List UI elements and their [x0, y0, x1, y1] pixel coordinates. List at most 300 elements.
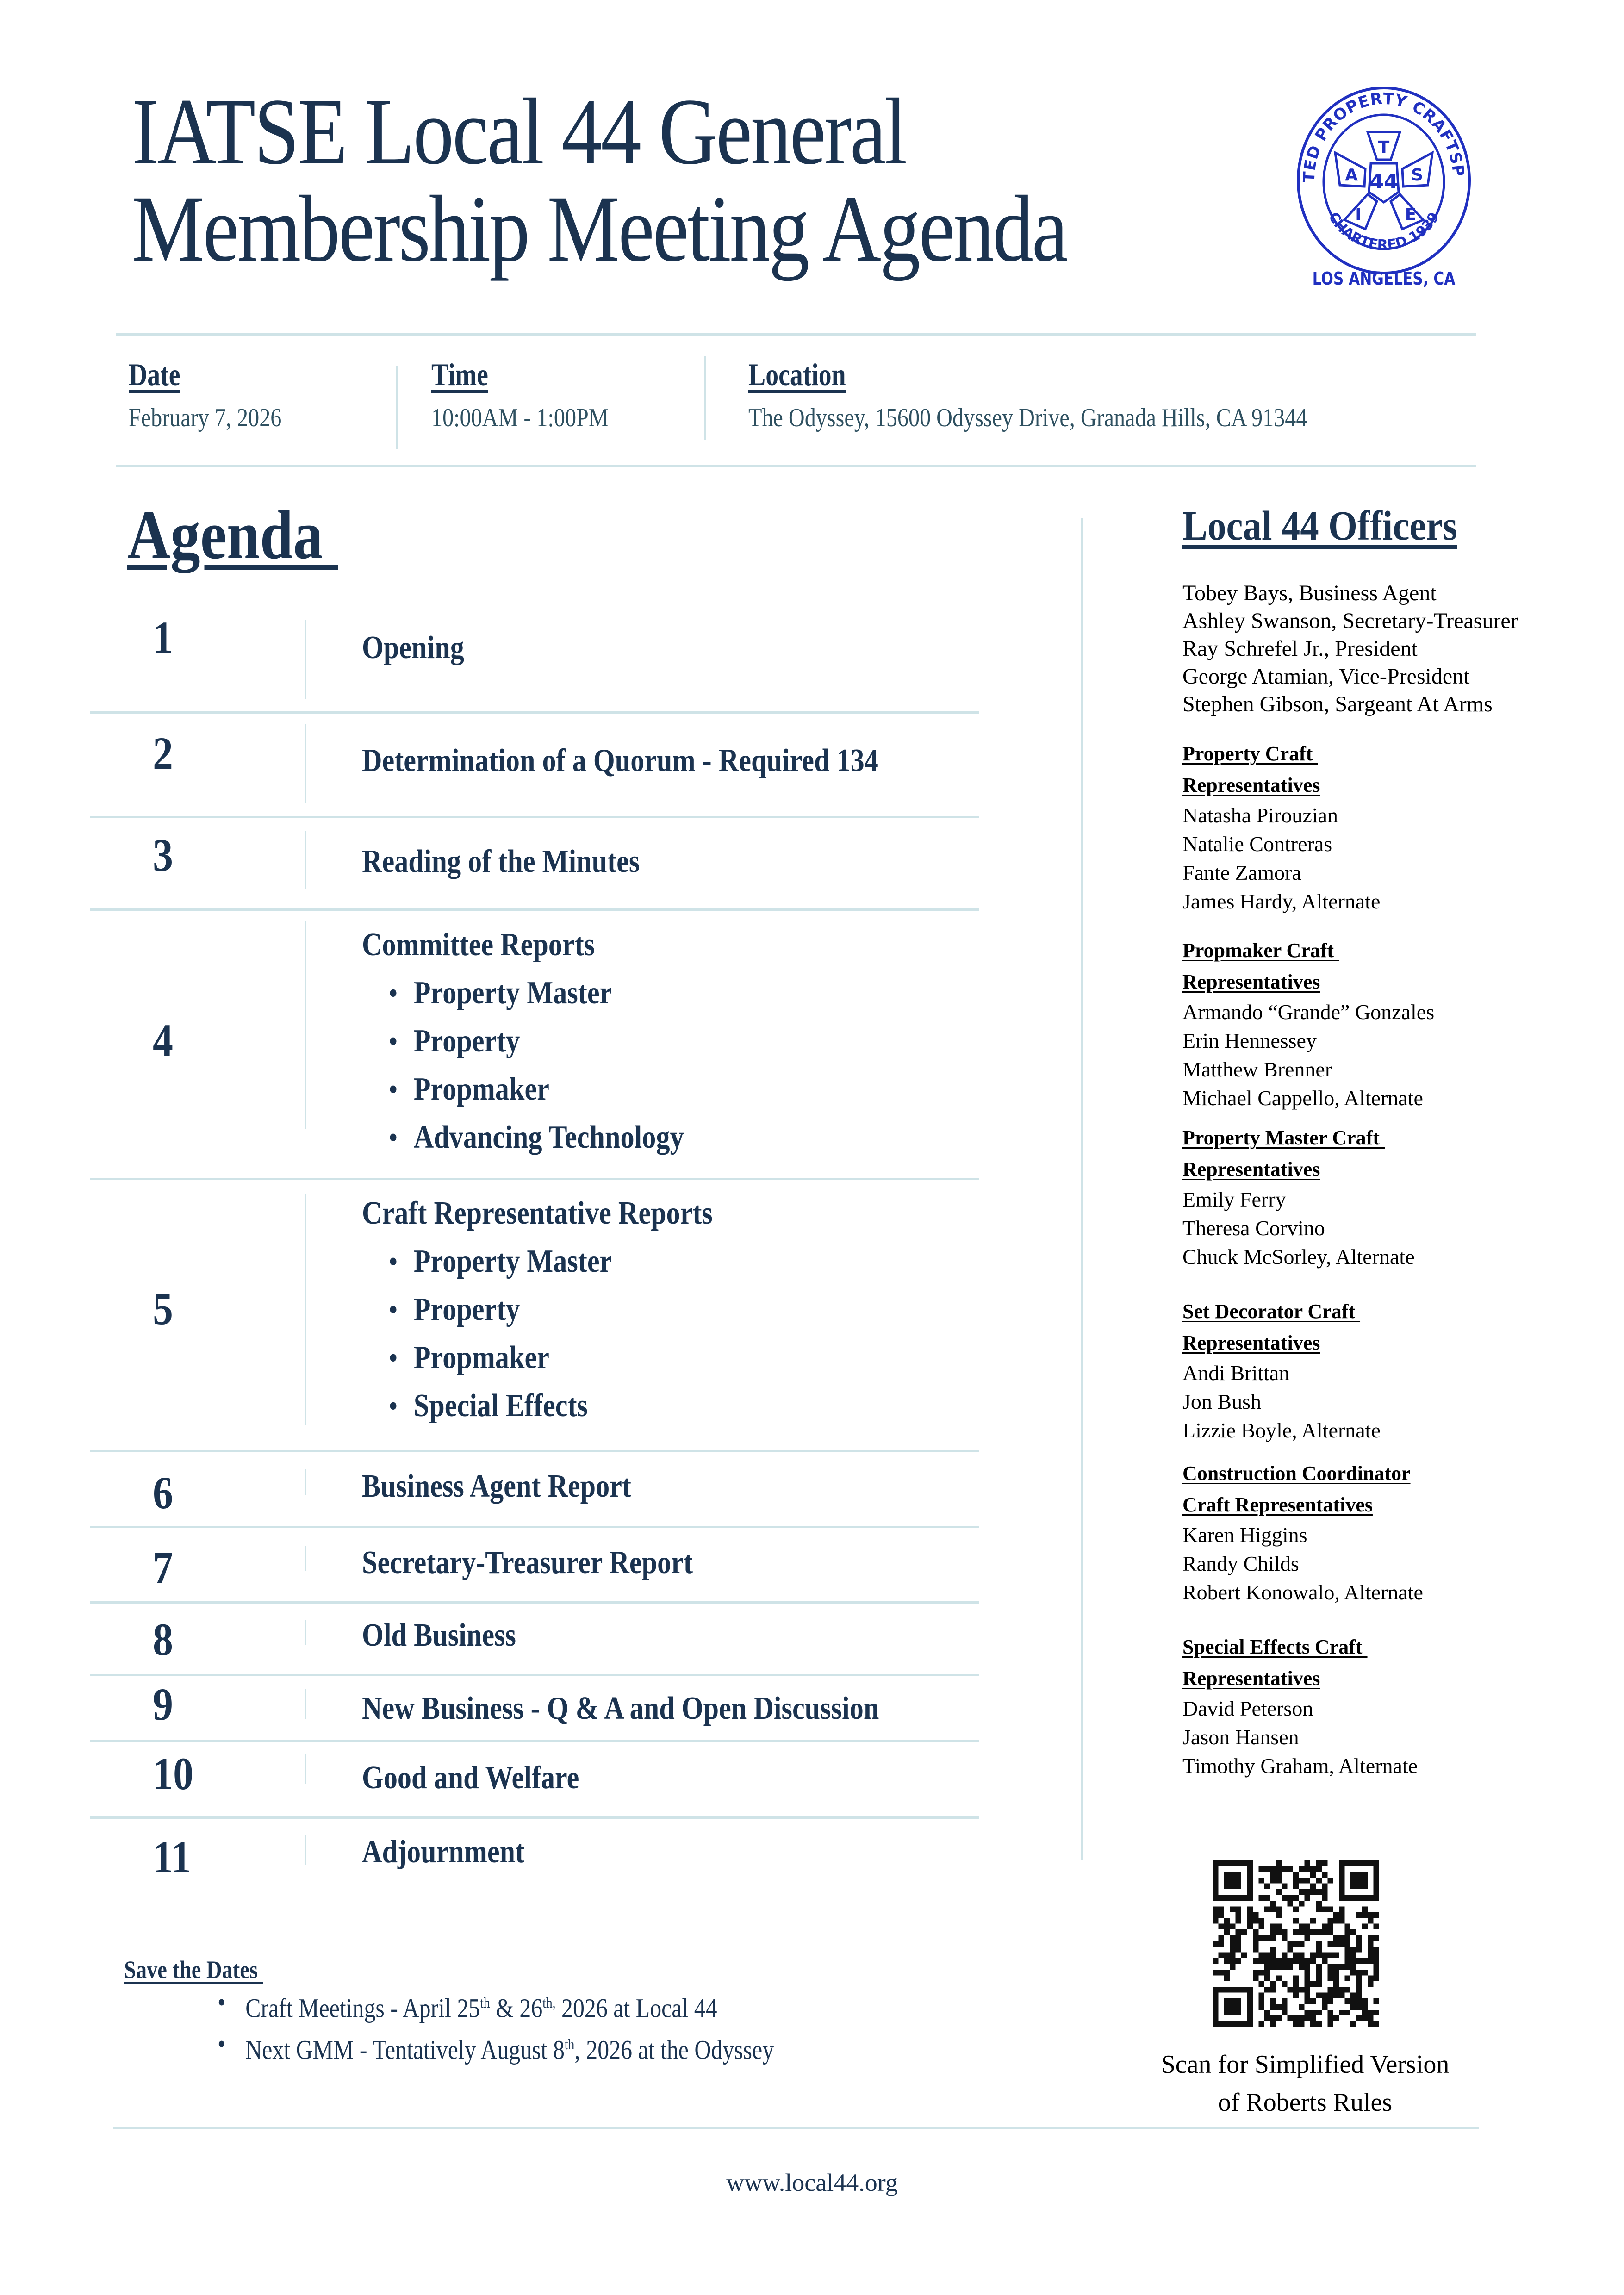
qr-module: [1299, 1901, 1304, 1906]
qr-finder: [1224, 1872, 1241, 1889]
qr-module: [1230, 1941, 1235, 1947]
qr-module: [1270, 1906, 1276, 1912]
special-effects-craft-reps: Special Effects Craft Representatives David Peterson Jason Hansen Timothy Graham, Alternate: [1182, 1636, 1418, 1778]
qr-module: [1350, 1947, 1356, 1952]
qr-module: [1270, 1953, 1276, 1958]
qr-module: [1293, 1975, 1299, 1981]
row-divider: [305, 921, 306, 1129]
qr-module: [1218, 1953, 1224, 1958]
qr-module: [1270, 1935, 1276, 1940]
qr-module: [1213, 1958, 1218, 1964]
construction-coordinator-craft-reps: Construction Coordinator Craft Representatives Karen Higgins Randy Childs Robert Konowalo, Alternate: [1182, 1462, 1423, 1604]
qr-module: [1241, 1929, 1247, 1935]
qr-module: [1322, 1993, 1327, 1998]
qr-module: [1327, 2021, 1333, 2027]
qr-module: [1345, 1953, 1350, 1958]
row-separator: [90, 1178, 979, 1180]
qr-module: [1264, 1987, 1270, 1992]
qr-module: [1264, 1884, 1270, 1889]
qr-finder: [1213, 2021, 1253, 2027]
qr-module: [1270, 1924, 1276, 1929]
qr-module: [1368, 1947, 1373, 1952]
qr-module: [1236, 1912, 1241, 1918]
qr-module: [1345, 1941, 1350, 1947]
qr-module: [1293, 1918, 1299, 1923]
row-divider: [305, 1835, 306, 1865]
sub-item: • Property Master: [414, 1238, 713, 1286]
sub-list: [362, 969, 684, 1162]
qr-module: [1350, 1970, 1356, 1975]
qr-module: [1264, 1953, 1270, 1958]
qr-module: [1264, 1975, 1270, 1981]
qr-module: [1305, 1975, 1310, 1981]
qr-module: [1282, 1998, 1287, 2004]
qr-module: [1345, 1964, 1350, 1969]
qr-module: [1287, 1941, 1293, 1947]
qr-module: [1230, 1953, 1235, 1958]
qr-module: [1316, 1941, 1321, 1947]
qr-module: [1293, 1993, 1299, 1998]
qr-module: [1322, 1884, 1327, 1889]
qr-finder: [1213, 1860, 1218, 1901]
sub-item: • Propmaker: [414, 1334, 713, 1382]
sub-item: • Property: [414, 1286, 713, 1334]
save-the-dates-list: [218, 1984, 774, 2068]
qr-module: [1316, 2010, 1321, 2015]
svg-text:I: I: [1355, 205, 1362, 224]
qr-module: [1322, 1889, 1327, 1895]
qr-module: [1333, 1970, 1339, 1975]
row-divider: [305, 1546, 306, 1571]
qr-module: [1316, 1878, 1321, 1883]
qr-module: [1293, 1953, 1299, 1958]
qr-module: [1310, 1953, 1316, 1958]
agenda-number: 11: [153, 1831, 192, 1883]
qr-module: [1374, 1924, 1379, 1929]
qr-module: [1299, 1987, 1304, 1992]
time-value: 10:00AM - 1:00PM: [431, 404, 609, 432]
date-value: February 7, 2026: [129, 404, 282, 432]
info-divider: [704, 356, 706, 440]
qr-module: [1356, 1981, 1362, 1987]
qr-module: [1218, 1970, 1224, 1975]
qr-module: [1276, 1878, 1282, 1883]
qr-module: [1299, 2004, 1304, 2009]
qr-module: [1253, 1929, 1258, 1935]
qr-module: [1293, 1929, 1299, 1935]
qr-module: [1327, 1929, 1333, 1935]
qr-module: [1218, 1912, 1224, 1918]
qr-module: [1293, 1958, 1299, 1964]
qr-module: [1276, 1860, 1282, 1866]
qr-module: [1236, 1941, 1241, 1947]
propmaker-craft-reps: Propmaker Craft Representatives Armando “Grande” Gonzales Erin Hennessey Matthew Brenner Michael Cappello, Alternate: [1182, 939, 1435, 1110]
qr-module: [1368, 2015, 1373, 2021]
sub-item: • Property Master: [414, 969, 684, 1017]
row-divider: [305, 1620, 306, 1645]
qr-module: [1253, 1912, 1258, 1918]
qr-module: [1287, 1895, 1293, 1900]
qr-module: [1305, 1958, 1310, 1964]
qr-module: [1305, 1878, 1310, 1883]
qr-module: [1293, 1981, 1299, 1987]
qr-module: [1368, 2010, 1373, 2015]
agenda-number: 10: [153, 1748, 193, 1799]
qr-module: [1276, 1866, 1282, 1872]
qr-module: [1368, 1975, 1373, 1981]
qr-module: [1350, 1958, 1356, 1964]
qr-module: [1224, 1975, 1230, 1981]
qr-module: [1310, 1958, 1316, 1964]
qr-module: [1356, 1975, 1362, 1981]
iatse-local44-logo: [1287, 81, 1481, 299]
qr-finder: [1213, 1987, 1253, 1992]
sub-item: • Special Effects: [414, 1382, 713, 1430]
qr-module: [1253, 1947, 1258, 1952]
qr-module: [1310, 1929, 1316, 1935]
qr-module: [1213, 1918, 1218, 1923]
qr-module: [1276, 1924, 1282, 1929]
qr-module: [1333, 1935, 1339, 1940]
agenda-item-old-business: Old Business: [362, 1617, 516, 1653]
qr-module: [1276, 1964, 1282, 1969]
qr-module: [1345, 1929, 1350, 1935]
agenda-item-good-and-welfare: Good and Welfare: [362, 1760, 579, 1796]
qr-module: [1287, 1901, 1293, 1906]
agenda-number: 8: [153, 1614, 173, 1665]
qr-module: [1299, 1953, 1304, 1958]
qr-module: [1218, 1941, 1224, 1947]
qr-module: [1333, 1912, 1339, 1918]
qr-module: [1258, 1998, 1264, 2004]
qr-module: [1322, 1860, 1327, 1866]
row-separator: [90, 908, 979, 911]
svg-text:44: 44: [1369, 170, 1398, 193]
agenda-number: 4: [153, 1014, 173, 1066]
qr-module: [1305, 1987, 1310, 1992]
qr-module: [1258, 1970, 1264, 1975]
qr-module: [1322, 1906, 1327, 1912]
qr-module: [1287, 2015, 1293, 2021]
qr-module: [1327, 1918, 1333, 1923]
qr-module: [1293, 1906, 1299, 1912]
qr-module: [1270, 2004, 1276, 2009]
qr-module: [1276, 2004, 1282, 2009]
date-label: Date: [129, 357, 180, 392]
qr-module: [1316, 1901, 1321, 1906]
qr-module: [1305, 1895, 1310, 1900]
qr-module: [1339, 1935, 1344, 1940]
qr-module: [1264, 1935, 1270, 1940]
qr-module: [1327, 1975, 1333, 1981]
svg-text:E: E: [1405, 205, 1417, 224]
qr-module: [1305, 1970, 1310, 1975]
union-seal-icon: [1287, 81, 1481, 275]
qr-module: [1345, 1958, 1350, 1964]
qr-module: [1270, 1987, 1276, 1992]
qr-finder: [1339, 1860, 1344, 1901]
qr-finder: [1224, 1998, 1241, 2015]
agenda-number: 9: [153, 1679, 173, 1730]
qr-module: [1264, 1866, 1270, 1872]
qr-module: [1247, 1912, 1252, 1918]
qr-finder: [1247, 1860, 1252, 1901]
agenda-item-opening: Opening: [362, 630, 464, 665]
qr-module: [1362, 2015, 1368, 2021]
agenda-item-minutes: Reading of the Minutes: [362, 844, 640, 879]
qr-module: [1350, 2021, 1356, 2027]
time-block: [431, 356, 637, 433]
qr-module: [1230, 1947, 1235, 1952]
qr-module: [1299, 1929, 1304, 1935]
qr-module: [1350, 1993, 1356, 1998]
sub-item: • Propmaker: [414, 1065, 684, 1113]
qr-module: [1293, 2021, 1299, 2027]
sub-item: • Advancing Technology: [414, 1113, 684, 1162]
qr-module: [1218, 1924, 1224, 1929]
qr-caption: Scan for Simplified Version of Roberts Rules: [1161, 2050, 1450, 2117]
qr-code-icon: [1213, 1860, 1379, 2027]
qr-module: [1287, 1947, 1293, 1952]
set-decorator-craft-reps: Set Decorator Craft Representatives Andi Brittan Jon Bush Lizzie Boyle, Alternate: [1182, 1300, 1381, 1442]
qr-module: [1213, 1941, 1218, 1947]
qr-module: [1293, 1878, 1299, 1883]
roberts-rules-qr-code[interactable]: [1213, 1860, 1379, 2027]
qr-module: [1316, 1975, 1321, 1981]
qr-module: [1356, 2015, 1362, 2021]
qr-module: [1368, 2021, 1373, 2027]
row-separator: [90, 1601, 979, 1604]
qr-module: [1282, 1964, 1287, 1969]
qr-module: [1282, 1866, 1287, 1872]
qr-module: [1350, 2004, 1356, 2009]
qr-module: [1333, 1918, 1339, 1923]
qr-module: [1368, 1941, 1373, 1947]
row-separator: [90, 1740, 979, 1742]
qr-module: [1282, 1935, 1287, 1940]
qr-module: [1236, 1947, 1241, 1952]
qr-module: [1270, 1947, 1276, 1952]
officer: George Atamian, Vice-President: [1182, 664, 1470, 689]
qr-module: [1293, 1895, 1299, 1900]
info-bottom-divider: [116, 465, 1476, 467]
qr-module: [1258, 1866, 1264, 1872]
qr-module: [1322, 1998, 1327, 2004]
qr-module: [1310, 2021, 1316, 2027]
qr-module: [1356, 1947, 1362, 1952]
qr-module: [1350, 1998, 1356, 2004]
qr-module: [1270, 1901, 1276, 1906]
qr-module: [1236, 1958, 1241, 1964]
title-line-1: IATSE Local 44 General: [132, 79, 906, 184]
qr-module: [1264, 2010, 1270, 2015]
officers-list: [1182, 579, 1518, 718]
qr-module: [1327, 1998, 1333, 2004]
qr-module: [1218, 1935, 1224, 1940]
qr-module: [1310, 2010, 1316, 2015]
qr-module: [1345, 1935, 1350, 1940]
qr-module: [1270, 2015, 1276, 2021]
qr-module: [1374, 1947, 1379, 1952]
qr-module: [1253, 1970, 1258, 1975]
qr-module: [1362, 2004, 1368, 2009]
qr-module: [1305, 1993, 1310, 1998]
qr-module: [1247, 1906, 1252, 1912]
svg-text:S: S: [1411, 166, 1423, 185]
sub-item: • Property: [414, 1017, 684, 1065]
qr-module: [1258, 1993, 1264, 1998]
qr-module: [1276, 1889, 1282, 1895]
qr-module: [1293, 2015, 1299, 2021]
qr-module: [1316, 1906, 1321, 1912]
qr-module: [1299, 2021, 1304, 2027]
qr-module: [1374, 1975, 1379, 1981]
qr-module: [1258, 1895, 1264, 1900]
qr-module: [1258, 1918, 1264, 1923]
qr-module: [1270, 1998, 1276, 2004]
row-divider: [305, 1194, 306, 1425]
qr-module: [1362, 1958, 1368, 1964]
agenda-heading: Agenda: [127, 497, 338, 573]
qr-module: [1333, 2015, 1339, 2021]
row-divider: [305, 1754, 306, 1784]
save-date-item: • Craft Meetings - April 25th & $26^{th,}$ 2026 at Local 44: [218, 1984, 774, 2026]
qr-module: [1322, 2004, 1327, 2009]
qr-finder: [1350, 1872, 1368, 1889]
qr-module: [1316, 1993, 1321, 1998]
qr-module: [1356, 1998, 1362, 2004]
qr-module: [1253, 1941, 1258, 1947]
qr-module: [1282, 2004, 1287, 2009]
qr-module: [1224, 1924, 1230, 1929]
qr-module: [1305, 1935, 1310, 1940]
qr-module: [1236, 1906, 1241, 1912]
qr-module: [1374, 1998, 1379, 2004]
qr-module: [1264, 1906, 1270, 1912]
qr-module: [1374, 1953, 1379, 1958]
qr-module: [1327, 1964, 1333, 1969]
qr-module: [1258, 1981, 1264, 1987]
qr-module: [1356, 1958, 1362, 1964]
qr-module: [1270, 1872, 1276, 1878]
qr-module: [1270, 2021, 1276, 2027]
agenda-item-adjournment: Adjournment: [362, 1834, 525, 1870]
qr-module: [1218, 1906, 1224, 1912]
page-title: [132, 79, 1067, 281]
qr-module: [1258, 1958, 1264, 1964]
location-value: The Odyssey, 15600 Odyssey Drive, Granada Hills, CA 91344: [748, 404, 1307, 432]
svg-text:AFFILIATED PROPERTY CRAFTSPERS: TED PROPERTY CRAFTSP: [1300, 89, 1468, 183]
officers-heading: Local 44 Officers: [1182, 503, 1457, 549]
qr-module: [1230, 1906, 1235, 1912]
qr-module: [1282, 2010, 1287, 2015]
qr-module: [1368, 1981, 1373, 1987]
qr-module: [1299, 1941, 1304, 1947]
qr-module: [1374, 1964, 1379, 1969]
qr-module: [1213, 1912, 1218, 1918]
qr-module: [1258, 2004, 1264, 2009]
qr-module: [1305, 2010, 1310, 2015]
qr-module: [1362, 1970, 1368, 1975]
qr-module: [1253, 1935, 1258, 1940]
qr-module: [1339, 1987, 1344, 1992]
qr-module: [1276, 1958, 1282, 1964]
qr-module: [1310, 1872, 1316, 1878]
agenda-number: 2: [153, 728, 173, 779]
qr-module: [1258, 2021, 1264, 2027]
qr-module: [1247, 1924, 1252, 1929]
website-link[interactable]: www.local44.org: [726, 2169, 898, 2196]
qr-module: [1374, 1958, 1379, 1964]
qr-module: [1322, 1872, 1327, 1878]
qr-module: [1293, 1884, 1299, 1889]
qr-module: [1356, 1993, 1362, 1998]
qr-module: [1264, 1958, 1270, 1964]
qr-module: [1305, 1889, 1310, 1895]
save-date-item: • Next GMM - Tentatively August 8th, 2026 at the Odyssey: [218, 2026, 774, 2068]
qr-module: [1236, 1935, 1241, 1940]
qr-module: [1362, 1906, 1368, 1912]
qr-module: [1368, 1918, 1373, 1923]
qr-module: [1339, 2010, 1344, 2015]
qr-module: [1253, 1958, 1258, 1964]
qr-module: [1236, 1918, 1241, 1923]
qr-module: [1327, 1924, 1333, 1929]
qr-module: [1276, 1975, 1282, 1981]
qr-module: [1310, 1884, 1316, 1889]
qr-module: [1362, 1924, 1368, 1929]
agenda-number: 1: [153, 612, 173, 663]
qr-module: [1339, 1918, 1344, 1923]
qr-module: [1316, 1860, 1321, 1866]
qr-module: [1264, 2015, 1270, 2021]
qr-finder: [1213, 1987, 1218, 2027]
qr-module: [1213, 1970, 1218, 1975]
qr-module: [1224, 1953, 1230, 1958]
location-block: [748, 356, 1398, 433]
location-label: Location: [748, 357, 846, 392]
qr-module: [1282, 1958, 1287, 1964]
qr-module: [1333, 1975, 1339, 1981]
qr-module: [1299, 1958, 1304, 1964]
qr-module: [1287, 1958, 1293, 1964]
qr-module: [1345, 2010, 1350, 2015]
qr-module: [1350, 1964, 1356, 1969]
qr-module: [1316, 1929, 1321, 1935]
agenda-item-committee-reports: Committee Reports • Property Master • Property • Propmaker • Advancing Technology: [362, 921, 684, 1162]
qr-module: [1345, 1947, 1350, 1952]
qr-module: [1345, 1998, 1350, 2004]
qr-finder: [1213, 1860, 1253, 1866]
qr-module: [1287, 1866, 1293, 1872]
column-divider: [1081, 518, 1083, 1860]
qr-module: [1299, 1866, 1304, 1872]
qr-module: [1374, 2021, 1379, 2027]
qr-module: [1316, 1889, 1321, 1895]
qr-module: [1299, 2015, 1304, 2021]
qr-module: [1310, 1981, 1316, 1987]
qr-module: [1276, 2015, 1282, 2021]
qr-module: [1356, 2004, 1362, 2009]
qr-finder: [1339, 1860, 1379, 1866]
agenda-item-new-business: New Business - Q & A and Open Discussion: [362, 1691, 879, 1726]
qr-module: [1213, 1906, 1218, 1912]
qr-module: [1287, 1987, 1293, 1992]
qr-module: [1316, 1947, 1321, 1952]
row-divider: [305, 620, 306, 699]
qr-module: [1276, 1872, 1282, 1878]
qr-module: [1247, 1918, 1252, 1923]
